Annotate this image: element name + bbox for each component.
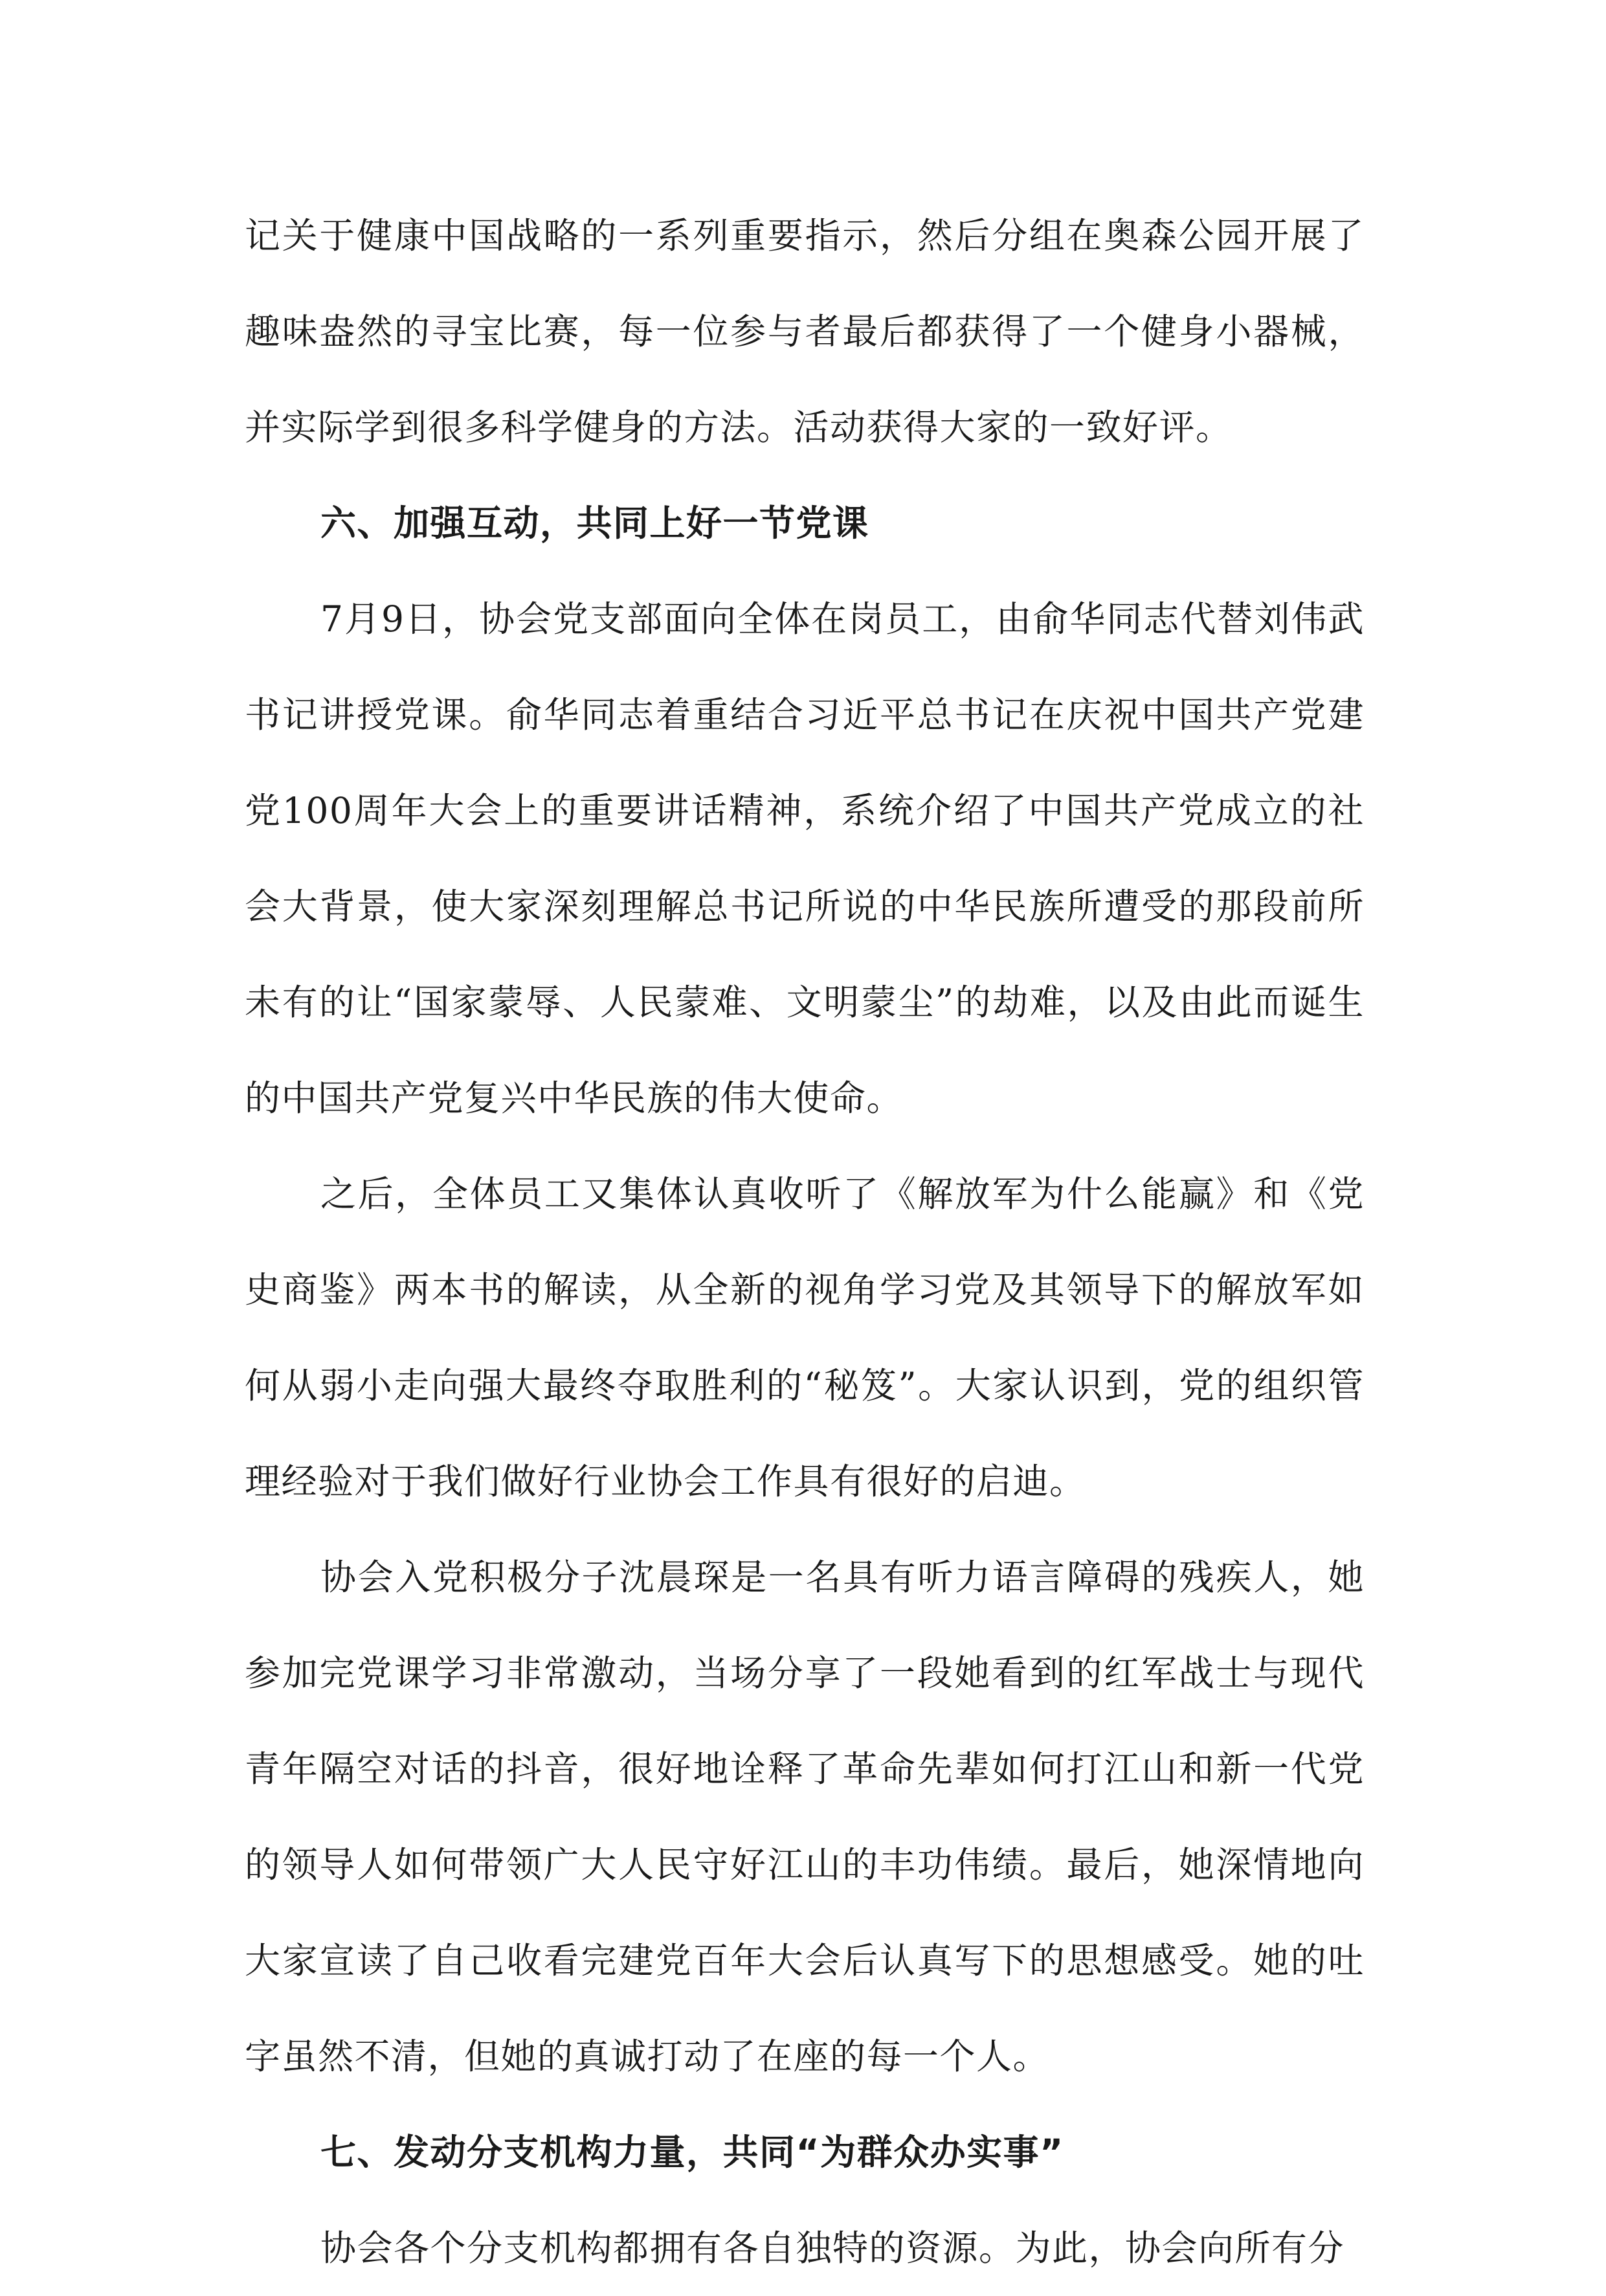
paragraph-party-lecture: 7月9日，协会党支部面向全体在岗员工，由俞华同志代替刘伟武书记讲授党课。俞华同志着重结合习近平总书记在庆祝中国共产党建党100周年大会上的重要讲话精神，系统介绍了中国共产党成立的社会大背景，使大家深刻理解总书记所说的中华民族所遭受的那段前所未有的让“国家蒙辱、人民蒙难、文明蒙尘”的劫难，以及由此而诞生的中国共产党复兴中华民族的伟大使命。 (245, 598, 1365, 1119)
paragraph-continued: 记关于健康中国战略的一系列重要指示，然后分组在奥森公园开展了趣味盎然的寻宝比赛，每一位参与者最后都获得了一个健身小器械，并实际学到很多科学健身的方法。活动获得大家的一致好评。 (245, 215, 1365, 448)
document-body (245, 188, 1365, 2296)
paragraph-branch-resources: 协会各个分支机构都拥有各自独特的资源。为此，协会向所有分 (320, 2227, 1345, 2269)
paragraph-activist-sharing: 协会入党积极分子沈晨琛是一名具有听力语言障碍的残疾人，她参加完党课学习非常激动，当场分享了一段她看到的红军战士与现代青年隔空对话的抖音，很好地诠释了革命先辈如何打江山和新一代党的领导人如何带领广大人民守好江山的丰功伟绩。最后，她深情地向大家宣读了自己收看完建党百年大会后认真写下的思想感受。她的吐字虽然不清，但她的真诚打动了在座的每一个人。 (245, 1557, 1365, 2077)
paragraph-book-reading: 之后，全体员工又集体认真收听了《解放军为什么能赢》和《党史商鉴》两本书的解读，从全新的视角学习党及其领导下的解放军如何从弱小走向强大最终夺取胜利的“秘笈”。大家认识到，党的组织管理经验对于我们做好行业协会工作具有很好的启迪。 (245, 1173, 1365, 1502)
section-heading-6: 六、加强互动，共同上好一节党课 (320, 502, 869, 544)
section-heading-7: 七、发动分支机构力量，共同“为群众办实事” (320, 2132, 1064, 2173)
